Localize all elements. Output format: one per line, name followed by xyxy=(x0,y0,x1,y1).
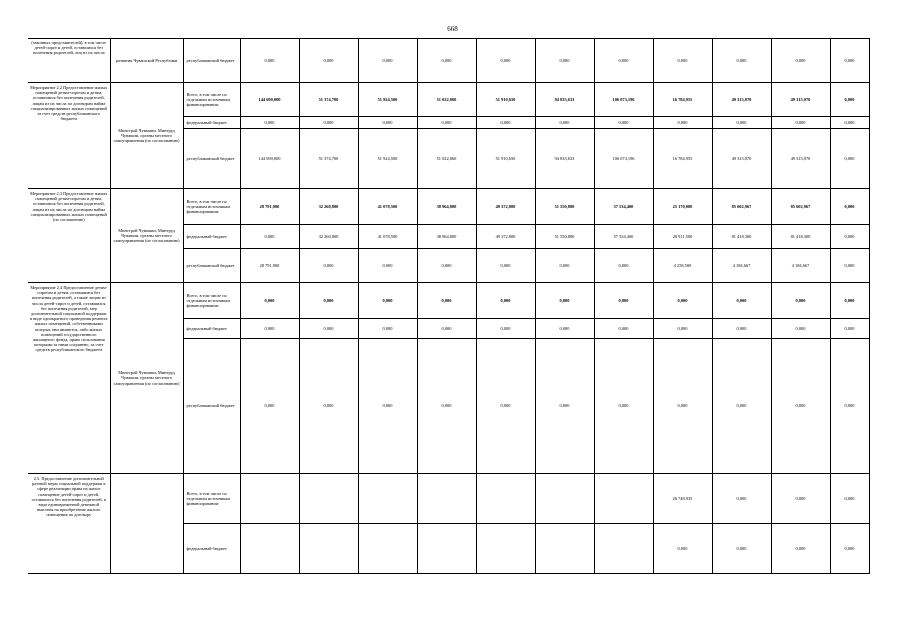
amount-cell: 0,000 xyxy=(830,339,869,474)
amount-cell: 49 372,800 xyxy=(476,189,535,225)
amount-cell: 0,000 xyxy=(417,319,476,339)
amount-cell: 0,000 xyxy=(417,339,476,474)
amount-cell: 0,000 xyxy=(535,39,594,83)
amount-cell: 38 964,800 xyxy=(417,225,476,249)
amount-cell xyxy=(299,474,358,524)
amount-cell: 81 418,300 xyxy=(712,225,771,249)
amount-cell: 0,000 xyxy=(535,339,594,474)
amount-cell xyxy=(594,524,653,574)
funding-source: Всего, в том числе по отдельным источникам финансирования: xyxy=(183,83,240,117)
amount-cell: 28 791,900 xyxy=(240,249,299,283)
amount-cell: 0,000 xyxy=(712,524,771,574)
amount-cell: 0,000 xyxy=(830,319,869,339)
amount-cell: 0,000 xyxy=(712,283,771,319)
amount-cell: 0,000 xyxy=(830,129,869,189)
amount-cell: 0,000 xyxy=(712,319,771,339)
funding-source: республиканский бюджет xyxy=(183,249,240,283)
amount-cell: 0,000 xyxy=(653,339,712,474)
amount-cell: 0,000 xyxy=(712,117,771,129)
measure-description: Мероприятие 2.4 Предоставление детям-сиротам и детям, оставшимся без попечения родителей, а также лицам из числа детей-сирот и детей, оставшихся без попечения родителей, мер дополнительной социальной поддержки в виде однократного проведения ремонта жилых помещений, собственниками которых они являются, либо жилых помещений государственного жилищного фонда, право пользования которыми за ними сохранено, за счет средств республиканского бюджета xyxy=(28,283,110,474)
amount-cell: 0,000 xyxy=(771,39,830,83)
amount-cell xyxy=(594,474,653,524)
amount-cell: 106 073,196 xyxy=(594,83,653,117)
funding-source: федеральный бюджет xyxy=(183,524,240,574)
funding-source: республиканский бюджет xyxy=(183,129,240,189)
amount-cell xyxy=(535,474,594,524)
amount-cell: 0,000 xyxy=(535,283,594,319)
funding-source: федеральный бюджет xyxy=(183,319,240,339)
amount-cell: 0,000 xyxy=(299,117,358,129)
amount-cell: 94 835,633 xyxy=(535,129,594,189)
amount-cell: 0,000 xyxy=(476,339,535,474)
amount-cell: 49 315,070 xyxy=(712,129,771,189)
amount-cell: 51 550,800 xyxy=(535,225,594,249)
amount-cell: 0,000 xyxy=(476,249,535,283)
amount-cell: 0,000 xyxy=(535,249,594,283)
amount-cell xyxy=(476,524,535,574)
amount-cell: 0,000 xyxy=(417,39,476,83)
table-row xyxy=(28,474,869,524)
amount-cell: 41 078,500 xyxy=(358,189,417,225)
amount-cell: 0,000 xyxy=(594,39,653,83)
amount-cell: 0,000 xyxy=(299,39,358,83)
funding-source: федеральный бюджет xyxy=(183,117,240,129)
measure-description: Мероприятие 2.2 Предоставление жилых помещений детям-сиротам и детям, оставшимся без попечения родителей, лицам из их числа по договорам найма специализированных жилых помещений за счет средств республиканского бюджета xyxy=(28,83,110,189)
amount-cell: 0,000 xyxy=(594,339,653,474)
amount-cell: 0,000 xyxy=(594,117,653,129)
amount-cell: 0,000 xyxy=(771,524,830,574)
amount-cell: 0,000 xyxy=(830,83,869,117)
table-row xyxy=(28,83,869,117)
amount-cell: 106 073,196 xyxy=(594,129,653,189)
amount-cell: 144 690,000 xyxy=(240,83,299,117)
table-row xyxy=(28,189,869,225)
amount-cell: 0,000 xyxy=(771,117,830,129)
amount-cell: 16 784,955 xyxy=(653,129,712,189)
amount-cell: 51 910,650 xyxy=(476,129,535,189)
responsible-executor: развития Чувашской Республики xyxy=(110,39,183,83)
amount-cell: 144 690,000 xyxy=(240,129,299,189)
table-row xyxy=(28,283,869,319)
amount-cell: 0,000 xyxy=(712,339,771,474)
amount-cell: 16 784,955 xyxy=(653,83,712,117)
amount-cell: 0,000 xyxy=(594,319,653,339)
amount-cell: 49 315,070 xyxy=(771,129,830,189)
amount-cell: 51 022,060 xyxy=(417,129,476,189)
budget-table xyxy=(28,38,870,574)
amount-cell: 0,000 xyxy=(830,39,869,83)
amount-cell: 0,000 xyxy=(771,339,830,474)
amount-cell: 0,000 xyxy=(653,319,712,339)
measure-description: 2.5. Предоставление дополнительной разовой меры социальной поддержки в сфере реализации права на жилое помещение детей-сирот и детей, оставшихся без попечения родителей, в виде единовременной денежной выплаты на приобретение жилого помещения по договору xyxy=(28,474,110,574)
amount-cell: 81 418,300 xyxy=(771,225,830,249)
amount-cell xyxy=(299,524,358,574)
amount-cell: 0,000 xyxy=(830,474,869,524)
amount-cell xyxy=(535,524,594,574)
amount-cell: 0,000 xyxy=(240,339,299,474)
amount-cell: 51 924,500 xyxy=(358,129,417,189)
amount-cell: 0,000 xyxy=(771,319,830,339)
amount-cell: 32 260,800 xyxy=(299,189,358,225)
amount-cell: 0,000 xyxy=(299,249,358,283)
amount-cell: 51 374,700 xyxy=(299,83,358,117)
funding-source: республиканский бюджет xyxy=(183,339,240,474)
amount-cell: 0,000 xyxy=(417,283,476,319)
amount-cell xyxy=(417,474,476,524)
measure-description: (законных представителей), в том числе детей-сирот и детей, оставшихся без попечения родителей, лиц из их числа xyxy=(28,39,110,83)
amount-cell: 4 184,667 xyxy=(771,249,830,283)
amount-cell: 0,000 xyxy=(240,283,299,319)
amount-cell: 49 315,070 xyxy=(771,83,830,117)
amount-cell xyxy=(476,474,535,524)
amount-cell: 0,000 xyxy=(653,117,712,129)
amount-cell: 0,000 xyxy=(594,283,653,319)
amount-cell: 0,000 xyxy=(417,117,476,129)
amount-cell: 0,000 xyxy=(358,283,417,319)
funding-source: Всего, в том числе по отдельным источникам финансирования: xyxy=(183,474,240,524)
amount-cell: 26 748,935 xyxy=(653,474,712,524)
amount-cell: 41 078,500 xyxy=(358,225,417,249)
amount-cell: 51 924,500 xyxy=(358,83,417,117)
amount-cell: 0,000 xyxy=(830,117,869,129)
amount-cell: 0,000 xyxy=(240,39,299,83)
amount-cell: 0,000 xyxy=(476,117,535,129)
amount-cell: 0,000 xyxy=(771,474,830,524)
amount-cell: 0,000 xyxy=(358,249,417,283)
table-body xyxy=(28,39,869,574)
amount-cell: 4 184,667 xyxy=(712,249,771,283)
funding-source: Всего, в том числе по отдельным источникам финансирования: xyxy=(183,283,240,319)
amount-cell: 0,000 xyxy=(830,283,869,319)
amount-cell: 0,000 xyxy=(240,117,299,129)
amount-cell: 85 602,967 xyxy=(771,189,830,225)
amount-cell: 0,000 xyxy=(830,524,869,574)
amount-cell: 0,000 xyxy=(299,339,358,474)
amount-cell: 49 372,800 xyxy=(476,225,535,249)
amount-cell: 49 315,070 xyxy=(712,83,771,117)
amount-cell: 0,000 xyxy=(299,319,358,339)
amount-cell: 0,000 xyxy=(240,319,299,339)
amount-cell: 20 911,500 xyxy=(653,225,712,249)
amount-cell: 0,000 xyxy=(417,249,476,283)
amount-cell: 38 964,800 xyxy=(417,189,476,225)
amount-cell: 85 602,967 xyxy=(712,189,771,225)
amount-cell: 0,000 xyxy=(476,39,535,83)
amount-cell: 0,000 xyxy=(358,39,417,83)
amount-cell: 0,000 xyxy=(358,339,417,474)
funding-source: федеральный бюджет xyxy=(183,225,240,249)
amount-cell: 0,000 xyxy=(358,319,417,339)
amount-cell xyxy=(240,474,299,524)
amount-cell: 25 170,000 xyxy=(653,189,712,225)
measure-description: Мероприятие 2.3 Предоставление жилых помещений детям-сиротам и детям, оставшимся без попечения родителей, лицам из их числа по договорам найма специализированных жилых помещений (по соглашению) xyxy=(28,189,110,283)
amount-cell: 0,000 xyxy=(653,524,712,574)
amount-cell: 0,000 xyxy=(771,283,830,319)
responsible-executor xyxy=(110,474,183,574)
responsible-executor: Минстрой Чувашии, Минтруд Чувашии, органы местного самоуправления (по согласованию) xyxy=(110,189,183,283)
funding-source: Всего, в том числе по отдельным источникам финансирования: xyxy=(183,189,240,225)
amount-cell: 94 835,633 xyxy=(535,83,594,117)
amount-cell xyxy=(240,524,299,574)
amount-cell: 28 791,900 xyxy=(240,189,299,225)
amount-cell: 0,000 xyxy=(830,189,869,225)
amount-cell: 0,000 xyxy=(535,319,594,339)
amount-cell: 0,000 xyxy=(594,249,653,283)
responsible-executor: Минстрой Чувашии, Минтруд Чувашии, органы местного самоуправления (по согласованию) xyxy=(110,83,183,189)
amount-cell: 0,000 xyxy=(535,117,594,129)
table-row xyxy=(28,39,869,83)
amount-cell: 57 534,400 xyxy=(594,225,653,249)
amount-cell: 57 534,400 xyxy=(594,189,653,225)
amount-cell: 51 910,650 xyxy=(476,83,535,117)
amount-cell xyxy=(358,524,417,574)
amount-cell: 4 258,500 xyxy=(653,249,712,283)
funding-source: республиканский бюджет xyxy=(183,39,240,83)
amount-cell: 0,000 xyxy=(712,474,771,524)
responsible-executor: Минстрой Чувашии, Минтруд Чувашии, органы местного самоуправления (по согласованию) xyxy=(110,283,183,474)
amount-cell: 0,000 xyxy=(476,283,535,319)
amount-cell: 51 022,060 xyxy=(417,83,476,117)
amount-cell: 32 260,800 xyxy=(299,225,358,249)
amount-cell: 0,000 xyxy=(712,39,771,83)
amount-cell: 0,000 xyxy=(358,117,417,129)
page-number: 668 xyxy=(447,25,458,33)
amount-cell: 0,000 xyxy=(830,225,869,249)
amount-cell: 0,000 xyxy=(653,39,712,83)
amount-cell xyxy=(417,524,476,574)
amount-cell: 0,000 xyxy=(476,319,535,339)
amount-cell: 51 374,700 xyxy=(299,129,358,189)
amount-cell xyxy=(358,474,417,524)
amount-cell: 0,000 xyxy=(653,283,712,319)
amount-cell: 0,000 xyxy=(830,249,869,283)
amount-cell: 51 550,800 xyxy=(535,189,594,225)
amount-cell: 0,000 xyxy=(299,283,358,319)
amount-cell: 0,000 xyxy=(240,225,299,249)
